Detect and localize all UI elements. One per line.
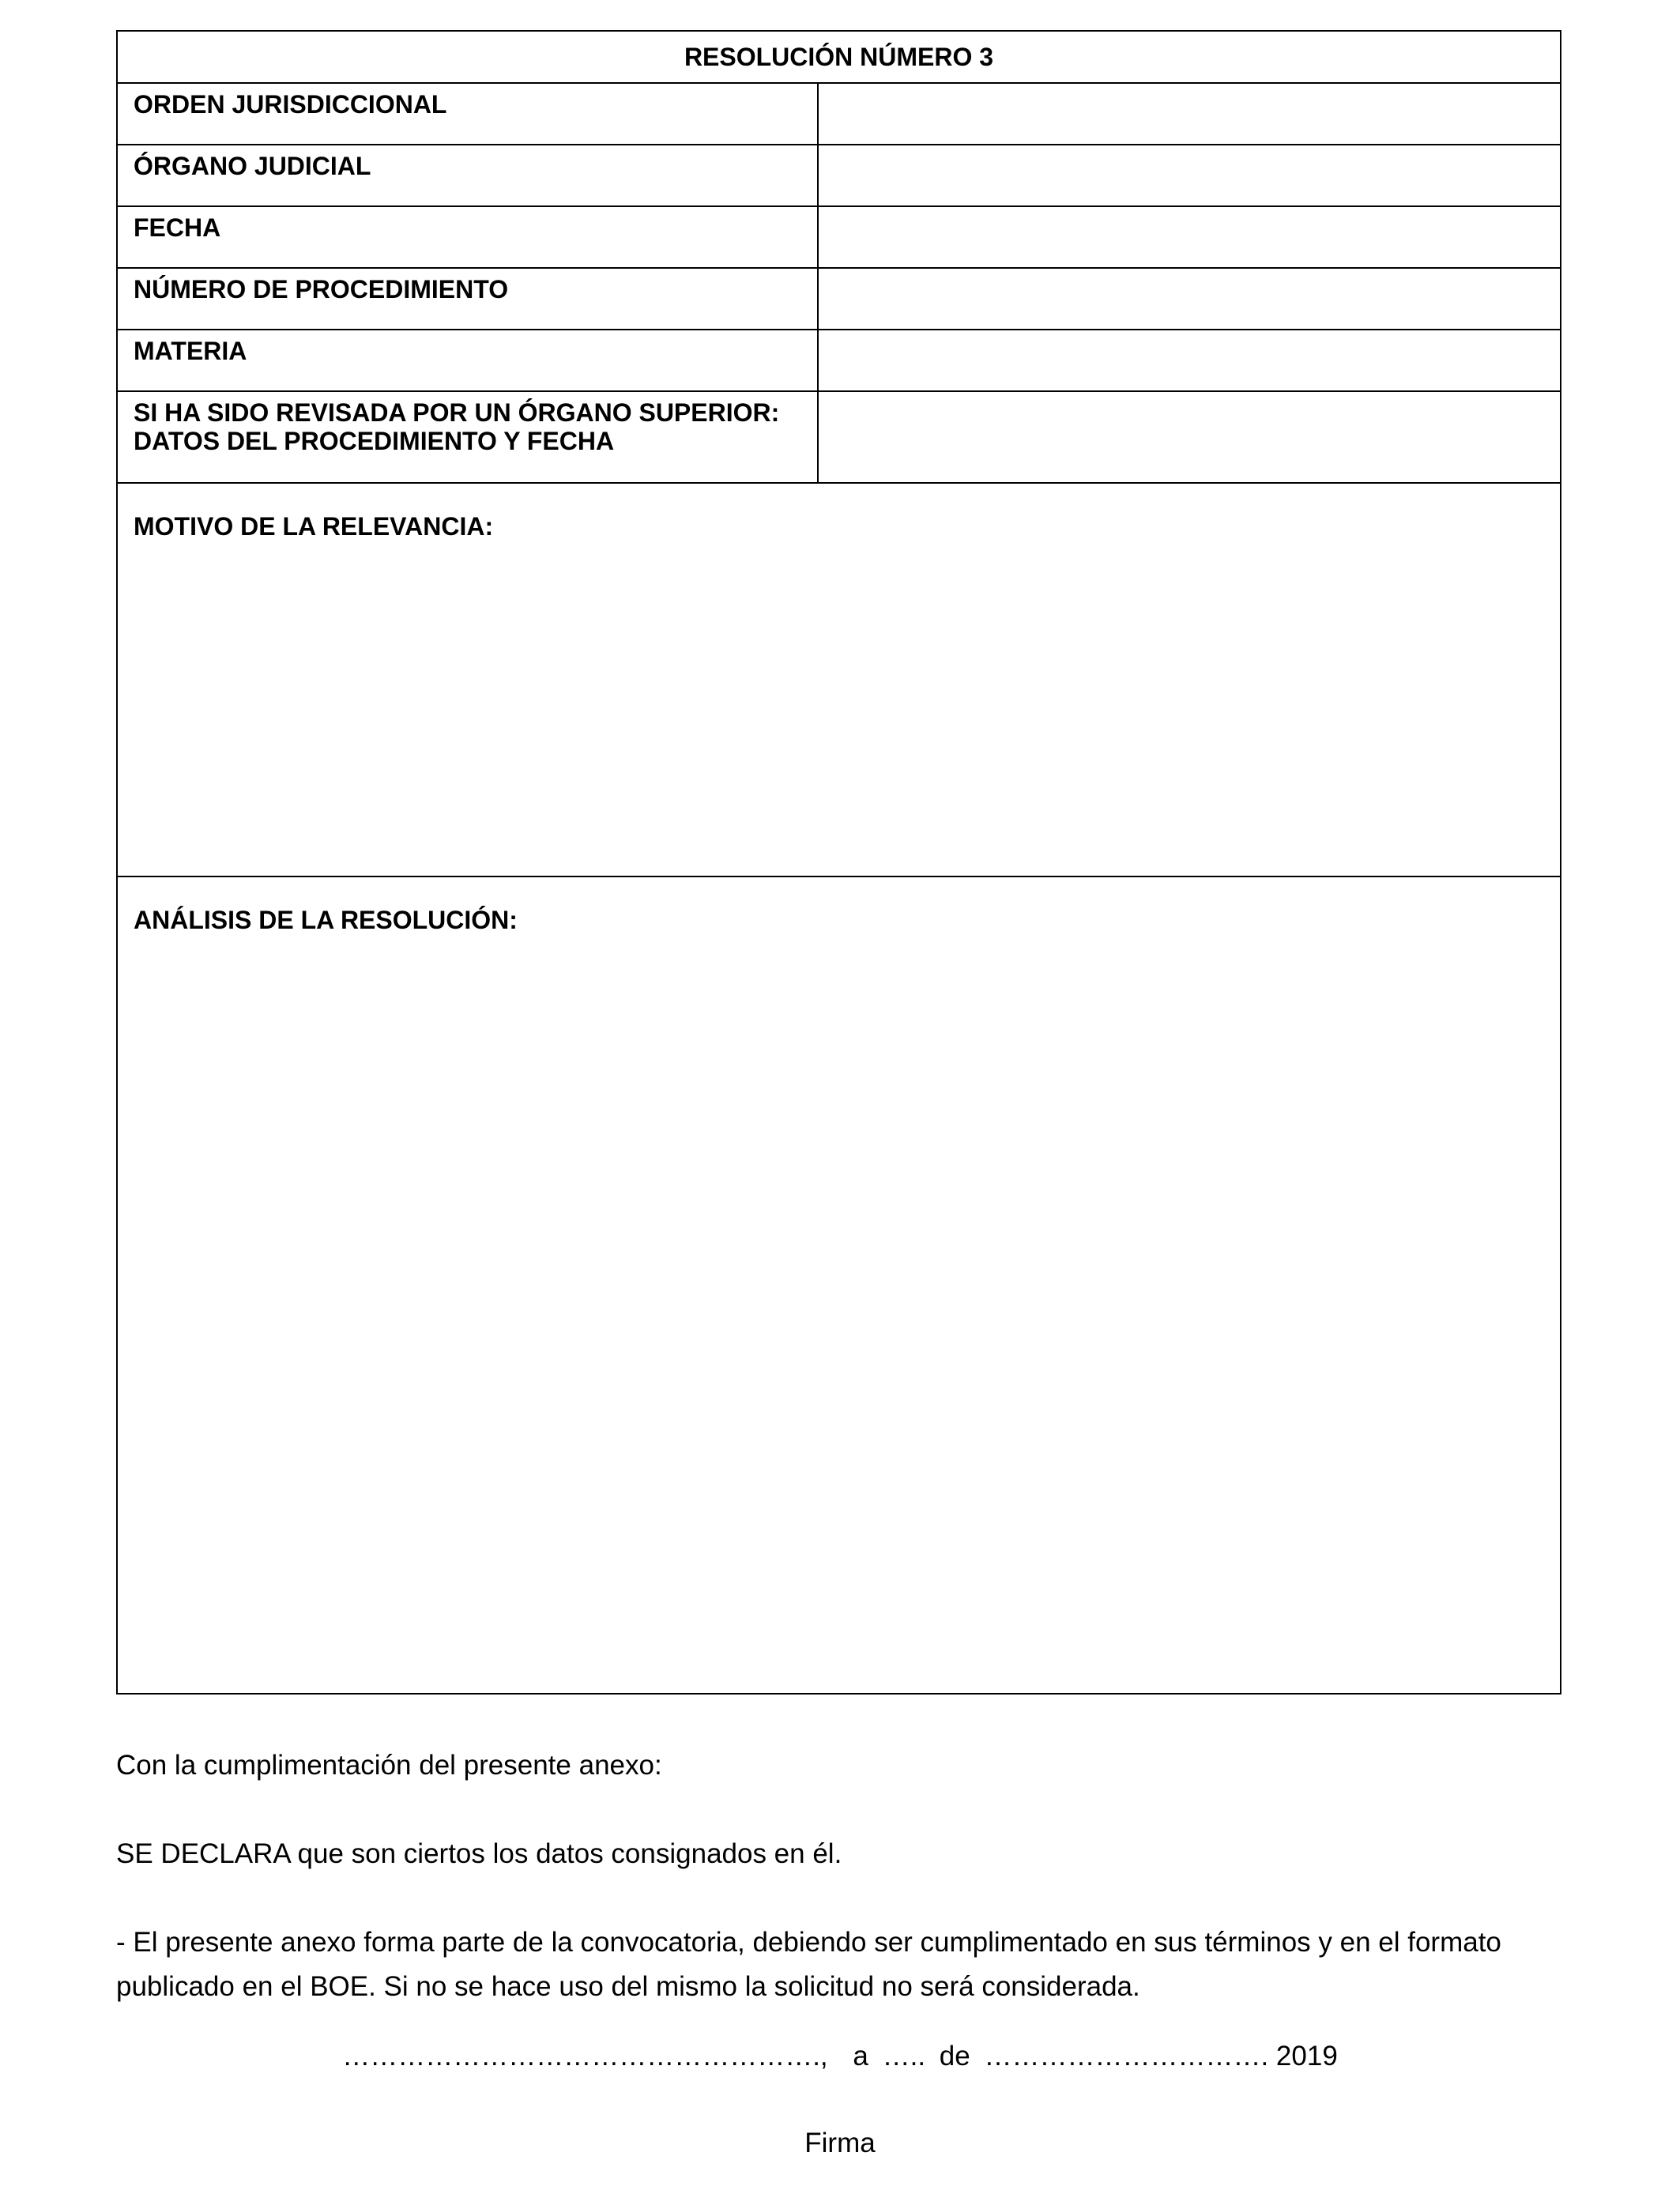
date-year: 2019 bbox=[1275, 2041, 1338, 2071]
field-numero-procedimiento[interactable] bbox=[818, 268, 1561, 330]
form-row-numero-procedimiento bbox=[117, 268, 1561, 330]
field-materia[interactable] bbox=[818, 330, 1561, 391]
label-orden-jurisdiccional: ORDEN JURISDICCIONAL bbox=[117, 83, 818, 145]
date-place-line bbox=[0, 2034, 1680, 2079]
label-materia: MATERIA bbox=[117, 330, 818, 391]
field-fecha[interactable] bbox=[818, 206, 1561, 268]
label-revision-line1: SI HA SIDO REVISADA POR UN ÓRGANO SUPERIOR: bbox=[134, 398, 780, 427]
form-row-organo-judicial bbox=[117, 145, 1561, 206]
annex-note-paragraph: - El presente anexo forma parte de la convocatoria, debiendo ser cumplimentado en sus términos y en el formato publicado en el BOE. Si no se hace uso del mismo la solicitud no será considerada. bbox=[116, 1927, 1501, 2002]
form-row-motivo bbox=[117, 483, 1561, 876]
form-title-row bbox=[117, 31, 1561, 83]
motivo-relevancia-label: MOTIVO DE LA RELEVANCIA: bbox=[134, 512, 494, 541]
date-de-word: de bbox=[939, 2041, 970, 2071]
label-numero-procedimiento: NÚMERO DE PROCEDIMIENTO bbox=[117, 268, 818, 330]
date-a-word: a bbox=[853, 2041, 868, 2071]
intro-paragraph: Con la cumplimentación del presente anexo: bbox=[116, 1750, 662, 1781]
form-row-analisis bbox=[117, 876, 1561, 1694]
signature-label: Firma bbox=[804, 2128, 876, 2158]
motivo-relevancia-field[interactable] bbox=[117, 483, 1561, 876]
label-revision-line2: DATOS DEL PROCEDIMIENTO Y FECHA bbox=[134, 427, 615, 455]
form-row-materia bbox=[117, 330, 1561, 391]
label-organo-judicial: ÓRGANO JUDICIAL bbox=[117, 145, 818, 206]
field-organo-judicial[interactable] bbox=[818, 145, 1561, 206]
label-revision bbox=[117, 391, 818, 483]
analisis-resolucion-field[interactable] bbox=[117, 876, 1561, 1694]
form-title: RESOLUCIÓN NÚMERO 3 bbox=[117, 31, 1561, 83]
field-revision[interactable] bbox=[818, 391, 1561, 483]
resolution-form-table bbox=[116, 30, 1561, 1695]
analisis-resolucion-label: ANÁLISIS DE LA RESOLUCIÓN: bbox=[134, 906, 518, 934]
declaration-paragraph: SE DECLARA que son ciertos los datos consignados en él. bbox=[116, 1838, 842, 1869]
form-row-orden-jurisdiccional bbox=[117, 83, 1561, 145]
form-row-fecha bbox=[117, 206, 1561, 268]
label-fecha: FECHA bbox=[117, 206, 818, 268]
date-day-blank[interactable]: ….. bbox=[882, 2041, 926, 2071]
date-place-blank[interactable]: ……………………………………………., bbox=[342, 2041, 828, 2071]
field-orden-jurisdiccional[interactable] bbox=[818, 83, 1561, 145]
date-month-blank[interactable]: …………………………. bbox=[984, 2041, 1269, 2071]
form-row-revision bbox=[117, 391, 1561, 483]
